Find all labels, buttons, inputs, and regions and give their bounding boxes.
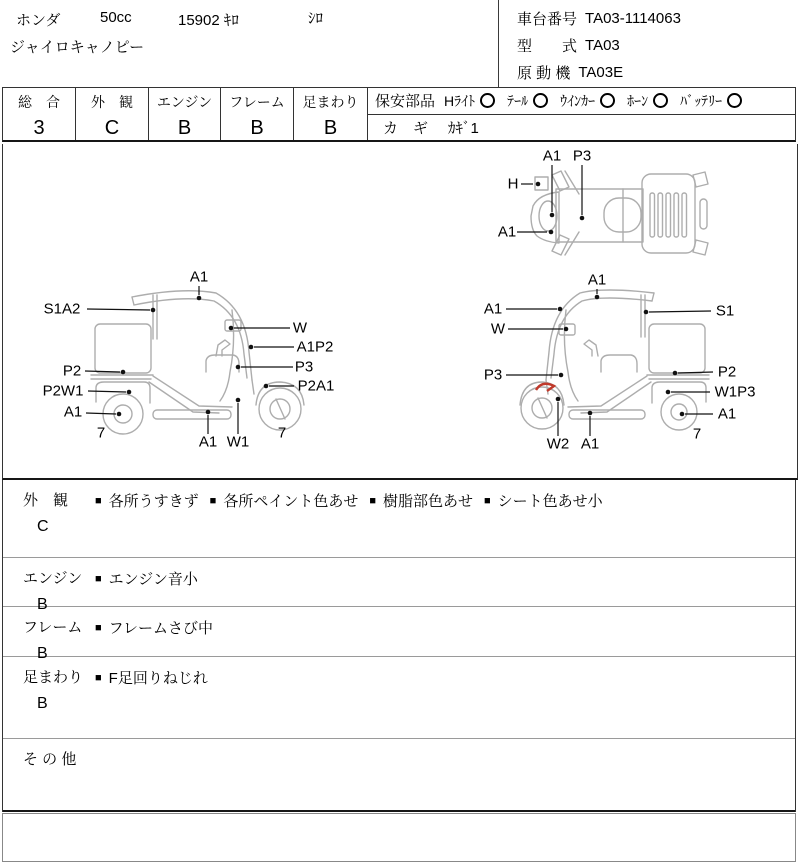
- bullet-square-icon: ■: [484, 495, 491, 507]
- damage-point-dot: [558, 307, 563, 312]
- damage-code-label: A1: [587, 271, 607, 289]
- damage-point-dot: [550, 213, 555, 218]
- damage-code-label: S1A2: [43, 300, 81, 318]
- note-item-text: F足回りねじれ: [108, 670, 208, 687]
- note-item-text: 各所ペイント色あせ: [223, 493, 359, 510]
- type-code-value: TA03: [585, 37, 620, 54]
- note-item: [95, 620, 213, 637]
- damage-code-label: P3: [483, 366, 503, 384]
- damage-code-label: P2W1: [42, 382, 84, 400]
- leader-line: [87, 309, 150, 310]
- safety-part-label: ﾃｰﾙ: [507, 92, 529, 109]
- bullet-square-icon: ■: [95, 622, 102, 634]
- note-section-grade: B: [37, 645, 48, 662]
- damage-code-label: 7: [96, 424, 106, 442]
- damage-point-dot: [206, 410, 211, 415]
- left-side-view-labels: [43, 269, 335, 451]
- note-item: [95, 493, 199, 510]
- note-item-text: フレームさび中: [108, 620, 214, 637]
- rating-label: エンジン: [156, 94, 213, 110]
- rating-label: フレーム: [229, 94, 285, 110]
- chassis-number-label: 車台番号: [517, 11, 578, 28]
- safety-part-item: [627, 91, 668, 111]
- note-items: [95, 558, 795, 606]
- note-section: [3, 480, 95, 557]
- damage-point-dot: [580, 216, 585, 221]
- condition-notes-table: [2, 480, 796, 812]
- damage-code-label: W2: [546, 435, 570, 453]
- damage-point-dot: [673, 371, 678, 376]
- safety-parts-section: [368, 88, 795, 140]
- top-view-artwork: [531, 171, 708, 255]
- note-row: [3, 558, 795, 613]
- damage-point-dot: [249, 345, 254, 350]
- note-row: [3, 607, 795, 662]
- safety-parts-row: [368, 88, 795, 115]
- rating-cells: [3, 88, 368, 140]
- body-color: ｼﾛ: [308, 10, 324, 27]
- leader-line: [649, 311, 711, 312]
- damage-point-dot: [644, 310, 649, 315]
- note-item-text: 樹脂部色あせ: [383, 493, 474, 510]
- mileage: 15902 ｷﾛ: [178, 12, 239, 29]
- damage-code-label: W: [490, 320, 506, 338]
- safety-part-label: ﾎｰﾝ: [627, 92, 649, 109]
- damage-code-label: P2: [62, 362, 82, 380]
- note-item: [369, 493, 473, 510]
- type-code-row: [517, 32, 800, 59]
- damage-point-dot: [151, 308, 156, 313]
- note-section-grade: B: [37, 596, 48, 613]
- note-items: [95, 480, 795, 557]
- damage-point-dot: [536, 182, 541, 187]
- damage-point-dot: [117, 412, 122, 417]
- safety-parts-title: 保安部品: [375, 93, 436, 111]
- damage-point-dot: [556, 397, 561, 402]
- damage-code-label: A1: [189, 268, 209, 286]
- leader-line: [85, 371, 120, 372]
- damage-point-dot: [559, 373, 564, 378]
- damage-code-label: P2: [717, 363, 737, 381]
- damage-point-dot: [236, 365, 241, 370]
- rating-cell-2: [76, 88, 149, 140]
- note-item: [210, 493, 359, 510]
- bullet-square-icon: ■: [209, 495, 217, 507]
- rating-cell-4: [221, 88, 294, 140]
- note-item-text: シート色あせ小: [497, 493, 603, 510]
- engine-code-label: 原 動 機: [517, 65, 571, 82]
- note-section-label: フレーム: [23, 619, 83, 636]
- leader-line: [678, 372, 713, 373]
- damage-point-dot: [236, 398, 241, 403]
- header-identifiers: [498, 0, 800, 87]
- rating-value: C: [104, 117, 120, 139]
- damage-code-label: W1: [226, 433, 250, 451]
- damage-code-label: A1: [198, 433, 218, 451]
- note-items: [95, 739, 795, 810]
- damage-point-dot: [229, 326, 234, 331]
- damage-point-dot: [666, 390, 671, 395]
- damage-code-label: A1: [717, 405, 737, 423]
- damage-point-dot: [680, 412, 685, 417]
- damage-code-label: A1: [497, 223, 517, 241]
- note-section: [3, 558, 95, 613]
- damage-code-label: 7: [277, 424, 287, 442]
- leader-line: [88, 391, 126, 392]
- damage-point-dot: [549, 230, 554, 235]
- rating-value: 3: [33, 117, 45, 139]
- note-item-text: 各所うすきず: [108, 493, 199, 510]
- note-section-label: そ の 他: [23, 751, 77, 768]
- rating-value: B: [250, 117, 264, 139]
- safety-part-item: [560, 91, 615, 111]
- rating-cell-3: [149, 88, 221, 140]
- status-ok-circle: [600, 93, 615, 108]
- damage-point-dot: [264, 384, 269, 389]
- safety-part-label: ﾊﾞｯﾃﾘｰ: [680, 92, 723, 109]
- damage-point-dot: [121, 370, 126, 375]
- note-section-grade: C: [37, 518, 49, 535]
- bullet-square-icon: ■: [95, 495, 102, 507]
- note-items: [95, 607, 795, 656]
- maker-name: ホンダ: [16, 12, 61, 29]
- note-section: [3, 607, 95, 662]
- rating-label: 外 観: [91, 94, 133, 110]
- status-ok-circle: [727, 93, 742, 108]
- damage-code-label: 7: [692, 425, 702, 443]
- chassis-number-value: TA03-1114063: [585, 10, 681, 27]
- safety-part-item: [680, 91, 742, 111]
- status-ok-circle: [653, 93, 668, 108]
- safety-part-item: [507, 91, 548, 111]
- damage-point-dot: [588, 411, 593, 416]
- type-code-label: 型 式: [517, 38, 578, 55]
- key-value: ｶｷﾞ1: [448, 119, 479, 137]
- left-side-view-artwork: [91, 291, 304, 434]
- status-ok-circle: [480, 93, 495, 108]
- note-row: [3, 657, 795, 739]
- safety-part-item: [444, 91, 495, 111]
- rating-value: B: [323, 117, 338, 139]
- safety-part-label: Hﾗｲﾄ: [444, 92, 476, 109]
- footer-empty-box: [2, 813, 796, 862]
- key-label: カ ギ: [383, 119, 429, 137]
- bullet-square-icon: ■: [95, 573, 102, 585]
- damage-code-label: W1P3: [714, 383, 756, 401]
- note-item: [95, 670, 208, 687]
- model-name: ジャイロキャノピー: [10, 39, 145, 56]
- damage-code-label: P3: [294, 358, 314, 376]
- note-item: [95, 571, 198, 588]
- note-items: [95, 657, 795, 738]
- chassis-number-row: [517, 5, 800, 32]
- note-row: [3, 480, 795, 558]
- header: [0, 0, 800, 87]
- damage-code-label: S1: [715, 302, 735, 320]
- rating-cell-1: [3, 88, 76, 140]
- note-section-label: 足まわり: [23, 669, 84, 686]
- displacement: 50cc: [100, 9, 132, 26]
- safety-parts-items: [444, 91, 754, 111]
- rating-cell-5: [294, 88, 368, 140]
- status-ok-circle: [533, 93, 548, 108]
- damage-code-label: A1: [580, 435, 600, 453]
- engine-code-row: [517, 59, 800, 86]
- damage-code-label: W: [292, 319, 308, 337]
- leader-line: [86, 413, 116, 414]
- safety-part-label: ｳｲﾝｶｰ: [560, 92, 596, 109]
- note-section-label: エンジン: [23, 570, 83, 587]
- bullet-square-icon: ■: [369, 495, 376, 507]
- note-row: [3, 739, 795, 812]
- damage-code-label: A1: [63, 403, 83, 421]
- damage-diagram-svg: [3, 144, 797, 478]
- damage-point-dot: [197, 296, 202, 301]
- damage-code-label: A1: [483, 300, 503, 318]
- damage-point-dot: [127, 390, 132, 395]
- bullet-square-icon: ■: [95, 672, 102, 684]
- damage-diagram-area: [2, 144, 798, 480]
- engine-code-value: TA03E: [578, 64, 624, 81]
- damage-code-label: P2A1: [297, 377, 335, 395]
- damage-code-label: A1P2: [296, 338, 334, 356]
- header-vehicle-summary: [0, 0, 498, 87]
- rating-label: 足まわり: [302, 94, 359, 110]
- top-view-labels: [498, 148, 591, 241]
- note-section-grade: B: [37, 695, 48, 712]
- note-item: [484, 493, 603, 510]
- note-section: [3, 657, 95, 738]
- damage-code-label: P3: [572, 147, 592, 165]
- damage-code-label: A1: [542, 147, 562, 165]
- damage-code-label: H: [507, 175, 519, 193]
- note-section-label: 外 観: [23, 492, 69, 509]
- rating-value: B: [177, 117, 192, 139]
- note-item-text: エンジン音小: [108, 571, 198, 588]
- damage-point-dot: [595, 295, 600, 300]
- key-row: [368, 115, 795, 141]
- damage-point-dot: [564, 327, 569, 332]
- rating-label: 総 合: [18, 94, 60, 110]
- ratings-bar: [2, 87, 796, 142]
- note-section: [3, 739, 95, 810]
